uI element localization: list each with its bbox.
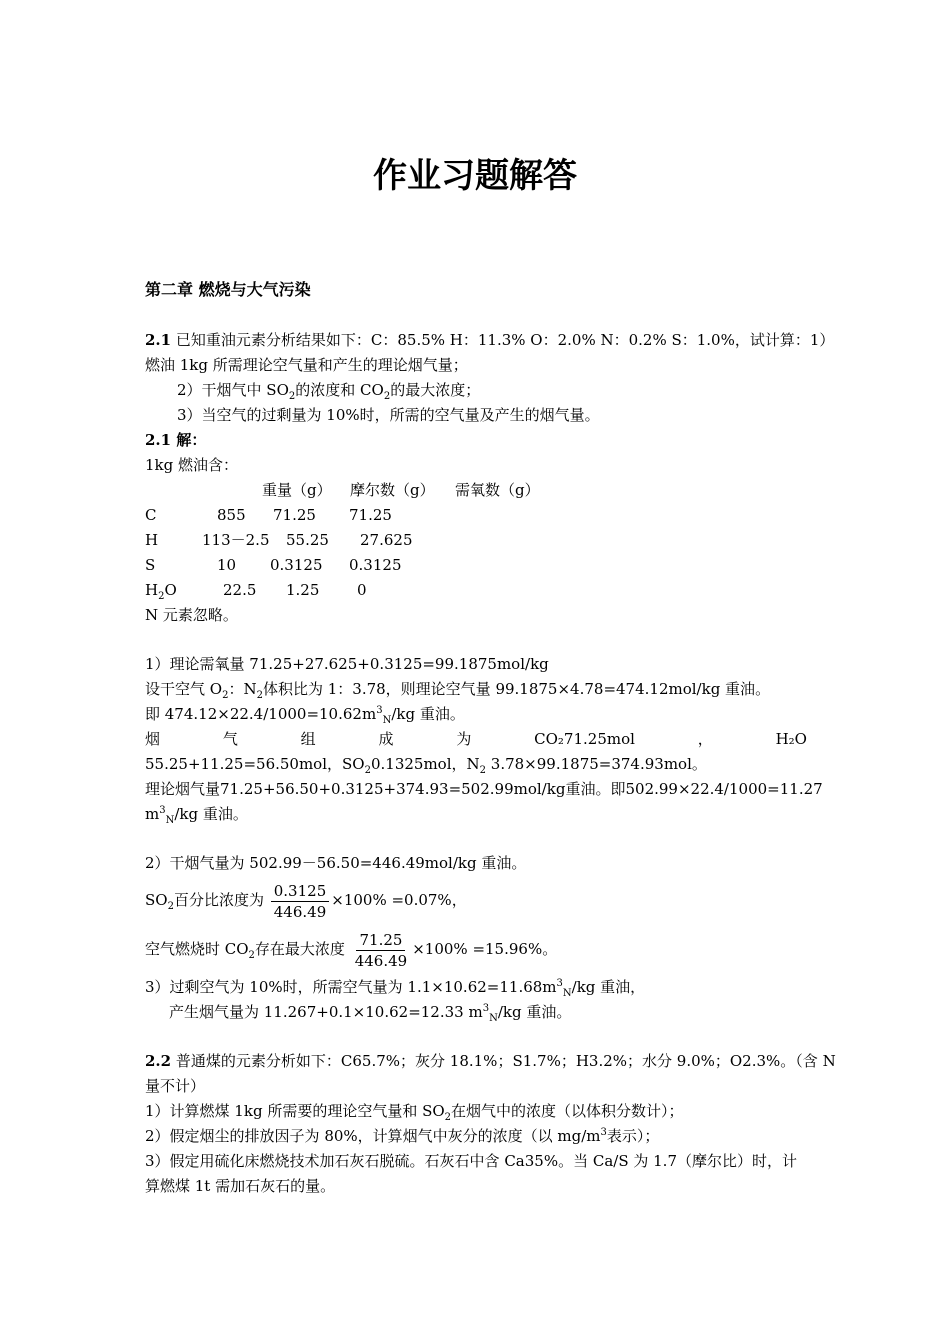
solution-1-line2: 设干空气 $O_2$：$N_2$体积比为 1：3.78，则理论空气量 99.1875×4.78=474.12mol/kg 重油。 — [145, 680, 771, 701]
table-row-o2: 0 — [357, 581, 367, 599]
problem-text: 已知重油元素分析结果如下：C：85.5% H：11.3% O：2.0% N：0.2% S：1.0%，试计算：1） — [175, 331, 835, 349]
n-ignore-note: N 元素忽略。 — [145, 606, 238, 624]
table-row-mol: 0.3125 — [270, 556, 323, 574]
table-row-o2: 0.3125 — [349, 556, 402, 574]
problem-number: 2.1 — [145, 331, 172, 349]
table-row-name: S — [145, 556, 156, 574]
table-header-mol: 摩尔数（g） — [350, 481, 435, 499]
table-row-mol: 1.25 — [286, 581, 320, 599]
table-row-name: H — [145, 531, 159, 549]
table-header-weight: 重量（g） — [262, 481, 332, 499]
chapter-heading: 第二章 燃烧与大气污染 — [145, 280, 311, 299]
so2-concentration-line: $SO_2$百分比浓度为 $\frac{0.3125}{446.49}$ ×100% =0.07%， — [145, 881, 467, 921]
table-row-mol: 55.25 — [286, 531, 329, 549]
table-row-o2: 71.25 — [349, 506, 392, 524]
solution-label: 2.1 解： — [145, 431, 207, 449]
problem-2-2-q2: 2）假定烟尘的排放因子为 80%，计算烟气中灰分的浓度（以 $mg/m^3$表示）； — [145, 1127, 660, 1145]
flue-gas-composition-line: 烟 气 组 成 为 CO₂71.25mol ， H₂O — [145, 730, 807, 748]
solution-3-line1: 3）过剩空气为 10%时，所需空气量为 $1.1\times 10.62=11.68m^3_N/kg$ 重油， — [145, 978, 646, 999]
co2-fraction: $\frac{71.25}{446.49}$ — [354, 930, 408, 970]
solution-3-line2: 产生烟气量为 11.267+0.1×10.62=12.33 $m^3_N/kg$ 重油。 — [169, 1003, 572, 1024]
table-row-weight: 855 — [217, 506, 246, 524]
problem-2-2-q1: 1）计算燃煤 1kg 所需要的理论空气量和 $SO_2$在烟气中的浓度（以体积分数计）； — [145, 1102, 684, 1123]
problem-2-1-q2: 2）干烟气中 $SO_2$的浓度和 $CO_2$的最大浓度； — [177, 381, 481, 402]
solution-2-line1: 2）干烟气量为 502.99－56.50=446.49mol/kg 重油。 — [145, 854, 527, 872]
problem-2-2-line2: 量不计） — [145, 1077, 206, 1095]
table-row-name: C — [145, 506, 157, 524]
table-row-weight: 113－2.5 — [202, 531, 270, 549]
solution-1-line3: 即 $474.12\times 22.4/1000=10.62m^3_N/kg$ 重油。 — [145, 705, 465, 726]
problem-number: 2.2 — [145, 1052, 172, 1070]
problem-2-1-line1 — [145, 330, 834, 350]
so2-fraction: $\frac{0.3125}{446.49}$ — [271, 881, 330, 922]
fuel-contains: 1kg 燃油含： — [145, 456, 239, 474]
problem-2-2-line1: 2.2 普通煤的元素分析如下：C65.7%；灰分 18.1%；S1.7%；H3.2%；水分 9.0%；O2.3%。（含 N — [145, 1052, 836, 1070]
solution-1-line1: 1）理论需氧量 71.25+27.625+0.3125=99.1875mol/kg — [145, 655, 549, 673]
table-row-name: $H_2O$ — [145, 581, 177, 602]
page-title: 作业习题解答 — [373, 156, 577, 196]
flue-gas-composition-line2: 55.25+11.25=56.50mol，$SO_20.1325mol$，$N_2$ 3.78×99.1875=374.93mol。 — [145, 755, 707, 776]
problem-2-1-q3: 3）当空气的过剩量为 10%时，所需的空气量及产生的烟气量。 — [177, 406, 600, 424]
problem-2-2-q3-line1: 3）假定用硫化床燃烧技术加石灰石脱硫。石灰石中含 Ca35%。当 Ca/S 为 1.7（摩尔比）时，计 — [145, 1152, 797, 1170]
table-row-weight: 22.5 — [223, 581, 257, 599]
table-row-weight: 10 — [217, 556, 237, 574]
co2-max-concentration-line: 空气燃烧时 $CO_2$存在最大浓度 $\frac{71.25}{446.49}$ ×100% =15.96%。 — [145, 930, 558, 970]
theoretical-flue-gas-line2: $m^3_N/kg$ 重油。 — [145, 805, 248, 826]
theoretical-flue-gas-line: 理论烟气量 71.25+56.50+0.3125+374.93=502.99mol/kg 重油 。 即 502.99×22.4/1000=11.27 — [145, 780, 823, 798]
problem-2-1-line2: 燃油 1kg 所需理论空气量和产生的理论烟气量； — [145, 356, 468, 374]
problem-2-2-q3-line2: 算燃煤 1t 需加石灰石的量。 — [145, 1177, 336, 1195]
table-header-o2: 需氧数（g） — [455, 481, 540, 499]
table-row-mol: 71.25 — [273, 506, 316, 524]
table-row-o2: 27.625 — [360, 531, 413, 549]
